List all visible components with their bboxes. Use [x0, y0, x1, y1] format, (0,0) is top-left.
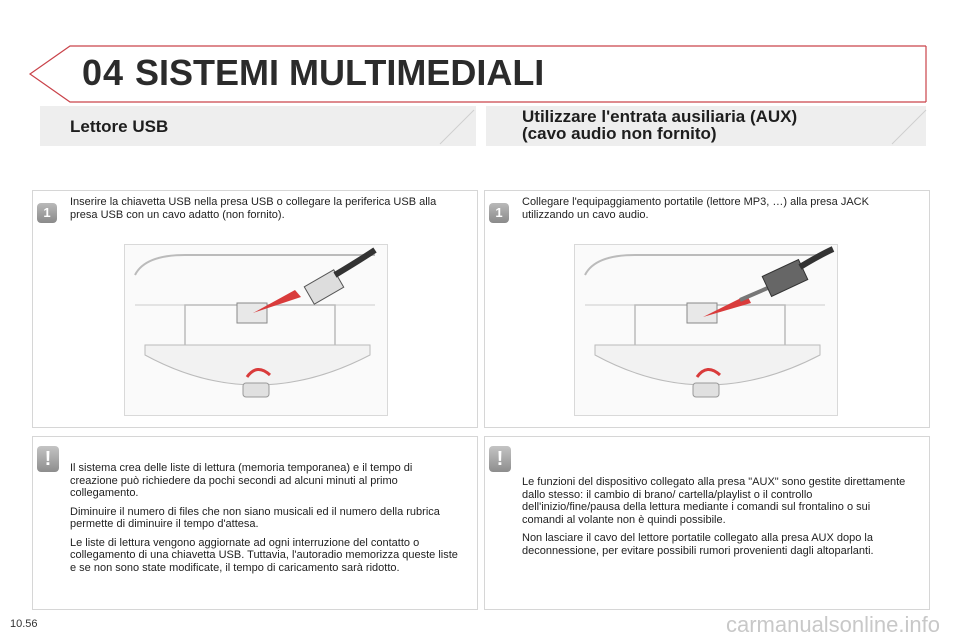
left-section-header	[40, 106, 476, 146]
right-section-title-line1: Utilizzare l'entrata ausiliaria (AUX)	[522, 107, 798, 126]
left-step-text: Inserire la chiavetta USB nella presa USB o collegare la periferica USB alla presa USB con un cavo adatto (non fornito).	[70, 196, 437, 221]
right-note-text	[522, 476, 910, 563]
chapter-number: 04	[82, 52, 125, 93]
usb-illustration-art	[125, 245, 387, 415]
usb-illustration	[124, 244, 388, 416]
page-number: 10.56	[10, 618, 38, 630]
left-warning-icon: !	[37, 446, 59, 472]
aux-illustration-art	[575, 245, 837, 415]
watermark: carmanualsonline.info	[725, 612, 940, 637]
left-step-badge: 1	[37, 203, 57, 223]
right-section-header	[486, 106, 926, 146]
right-note-paragraph: Le funzioni del dispositivo collegato alla presa "AUX" sono gestite direttamente dallo stesso: il cambio di brano/ cartella/playlist o il controllo dell'inizio/fine/pausa della lettura mediante i comandi sul frontalino o sui comandi al volante non è quindi possibile.	[522, 476, 906, 526]
chapter-title: SISTEMI MULTIMEDIALI	[135, 52, 545, 93]
aux-illustration	[574, 244, 838, 416]
right-warning-icon: !	[489, 446, 511, 472]
left-note-paragraph: Le liste di lettura vengono aggiornate ad ogni interruzione del contatto o collegamento di una chiavetta USB. Tuttavia, l'autoradio memorizza queste liste e se non sono state modificate, il tempo di caricamento sarà ridotto.	[70, 536, 458, 574]
right-section-title-line2: (cavo audio non fornito)	[522, 124, 717, 143]
right-step-text: Collegare l'equipaggiamento portatile (lettore MP3, …) alla presa JACK utilizzando un cavo audio.	[522, 196, 869, 221]
left-header-slash	[436, 106, 476, 146]
left-section-title: Lettore USB	[70, 117, 169, 136]
right-step-badge: 1	[489, 203, 509, 223]
right-header-slash	[888, 106, 928, 146]
left-note-paragraph: Diminuire il numero di files che non siano musicali ed il numero della rubrica permette di diminuire il tempo d'attesa.	[70, 505, 440, 530]
right-note-paragraph: Non lasciare il cavo del lettore portatile collegato alla presa AUX dopo la deconnessione, per evitare possibili rumori provenienti dagli altoparlanti.	[522, 532, 874, 557]
left-note-text	[70, 462, 462, 580]
left-note-paragraph: Il sistema crea delle liste di lettura (memoria temporanea) e il tempo di creazione può richiedere da pochi secondi ad alcuni minuti al primo collegamento.	[70, 462, 413, 499]
